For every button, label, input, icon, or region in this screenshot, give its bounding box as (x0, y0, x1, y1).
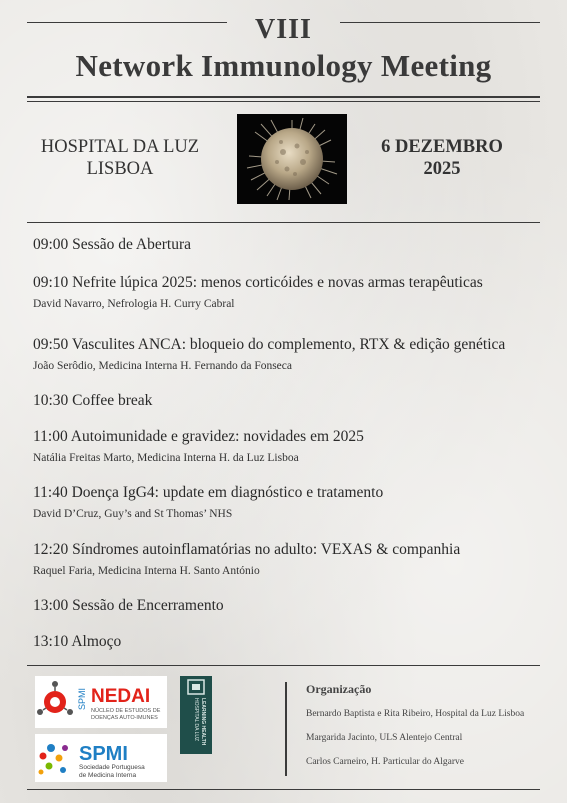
agenda-top-rule (27, 222, 540, 223)
organization-block (306, 682, 546, 781)
agenda-item (33, 541, 537, 577)
edition-number: VIII (255, 14, 312, 45)
venue-line-1: HOSPITAL DA LUZ (40, 137, 200, 157)
agenda-item-title: 12:20 Síndromes autoinflamatórias no adulto: VEXAS & companhia (33, 541, 461, 558)
agenda-item-title: 09:50 Vasculites ANCA: bloqueio do complemento, RTX & edição genética (33, 336, 506, 353)
agenda-item-speaker: David D’Cruz, Guy’s and St Thomas’ NHS (33, 508, 233, 520)
agenda-item-title: 10:30 Coffee break (33, 392, 153, 409)
agenda-item-title: 11:40 Doença IgG4: update em diagnóstico e tratamento (33, 484, 384, 501)
svg-text:SPMI: SPMI (77, 687, 87, 710)
immune-cell-image (237, 114, 347, 204)
agenda-item (33, 392, 537, 410)
svg-text:NEDAI: NEDAI (91, 686, 151, 707)
spmi-logo (35, 734, 167, 782)
organizer-line: Margarida Jacinto, ULS Alentejo Central (306, 733, 463, 743)
footer (0, 676, 567, 784)
footer-divider (285, 682, 287, 776)
agenda-item-title: 13:00 Sessão de Encerramento (33, 597, 224, 614)
date-line-2: 2025 (423, 159, 461, 179)
svg-text:NÚCLEO DE ESTUDOS DE: NÚCLEO DE ESTUDOS DE (91, 708, 161, 714)
agenda-item (33, 484, 537, 520)
nedai-logo (35, 676, 167, 728)
event-date (372, 136, 512, 180)
footer-top-rule (27, 665, 540, 666)
agenda-item-title: 11:00 Autoimunidade e gravidez: novidades em 2025 (33, 428, 364, 445)
svg-text:de Medicina Interna: de Medicina Interna (79, 772, 137, 779)
header-rule-top (27, 96, 540, 98)
header-rule-bottom (27, 101, 540, 102)
agenda-item-speaker: Raquel Faria, Medicina Interna H. Santo António (33, 565, 260, 577)
agenda-item-title: 09:00 Sessão de Abertura (33, 236, 191, 253)
agenda-item-speaker: Natália Freitas Marto, Medicina Interna H. da Luz Lisboa (33, 452, 299, 464)
agenda-item (33, 274, 537, 310)
agenda-item-title: 13:10 Almoço (33, 633, 122, 650)
hospital-da-luz-logo (180, 676, 212, 754)
svg-text:HOSPITAL DA LUZ: HOSPITAL DA LUZ (193, 698, 199, 742)
agenda-item-title: 09:10 Nefrite lúpica 2025: menos corticóides e novas armas terapêuticas (33, 274, 483, 291)
meeting-title: Network Immunology Meeting (75, 48, 492, 83)
agenda-item (33, 428, 537, 464)
organizer-line: Carlos Carneiro, H. Particular do Algarve (306, 757, 465, 767)
svg-text:Sociedade Portuguesa: Sociedade Portuguesa (79, 764, 145, 771)
agenda-item (33, 597, 537, 615)
venue (30, 136, 210, 180)
agenda-item (33, 633, 537, 651)
agenda-item-speaker: João Serôdio, Medicina Interna H. Fernando da Fonseca (33, 360, 292, 372)
agenda-item-speaker: David Navarro, Nefrologia H. Curry Cabral (33, 298, 235, 310)
organization-heading: Organização (306, 682, 372, 696)
svg-text:DOENÇAS AUTO-IMUNES: DOENÇAS AUTO-IMUNES (91, 715, 158, 721)
nedai-emblem-icon (37, 681, 73, 715)
agenda-item (33, 236, 537, 254)
organizer-line: Bernardo Baptista e Rita Ribeiro, Hospital da Luz Lisboa (306, 709, 525, 719)
spmi-emblem-icon (39, 744, 69, 775)
bottom-rule (27, 789, 540, 790)
date-line-1: 6 DEZEMBRO (381, 137, 503, 157)
agenda-item (33, 336, 537, 372)
venue-line-2: LISBOA (86, 159, 154, 179)
edition-row (0, 14, 567, 48)
svg-text:SPMI: SPMI (79, 743, 128, 765)
svg-text:LEARNING HEALTH: LEARNING HEALTH (200, 698, 206, 746)
